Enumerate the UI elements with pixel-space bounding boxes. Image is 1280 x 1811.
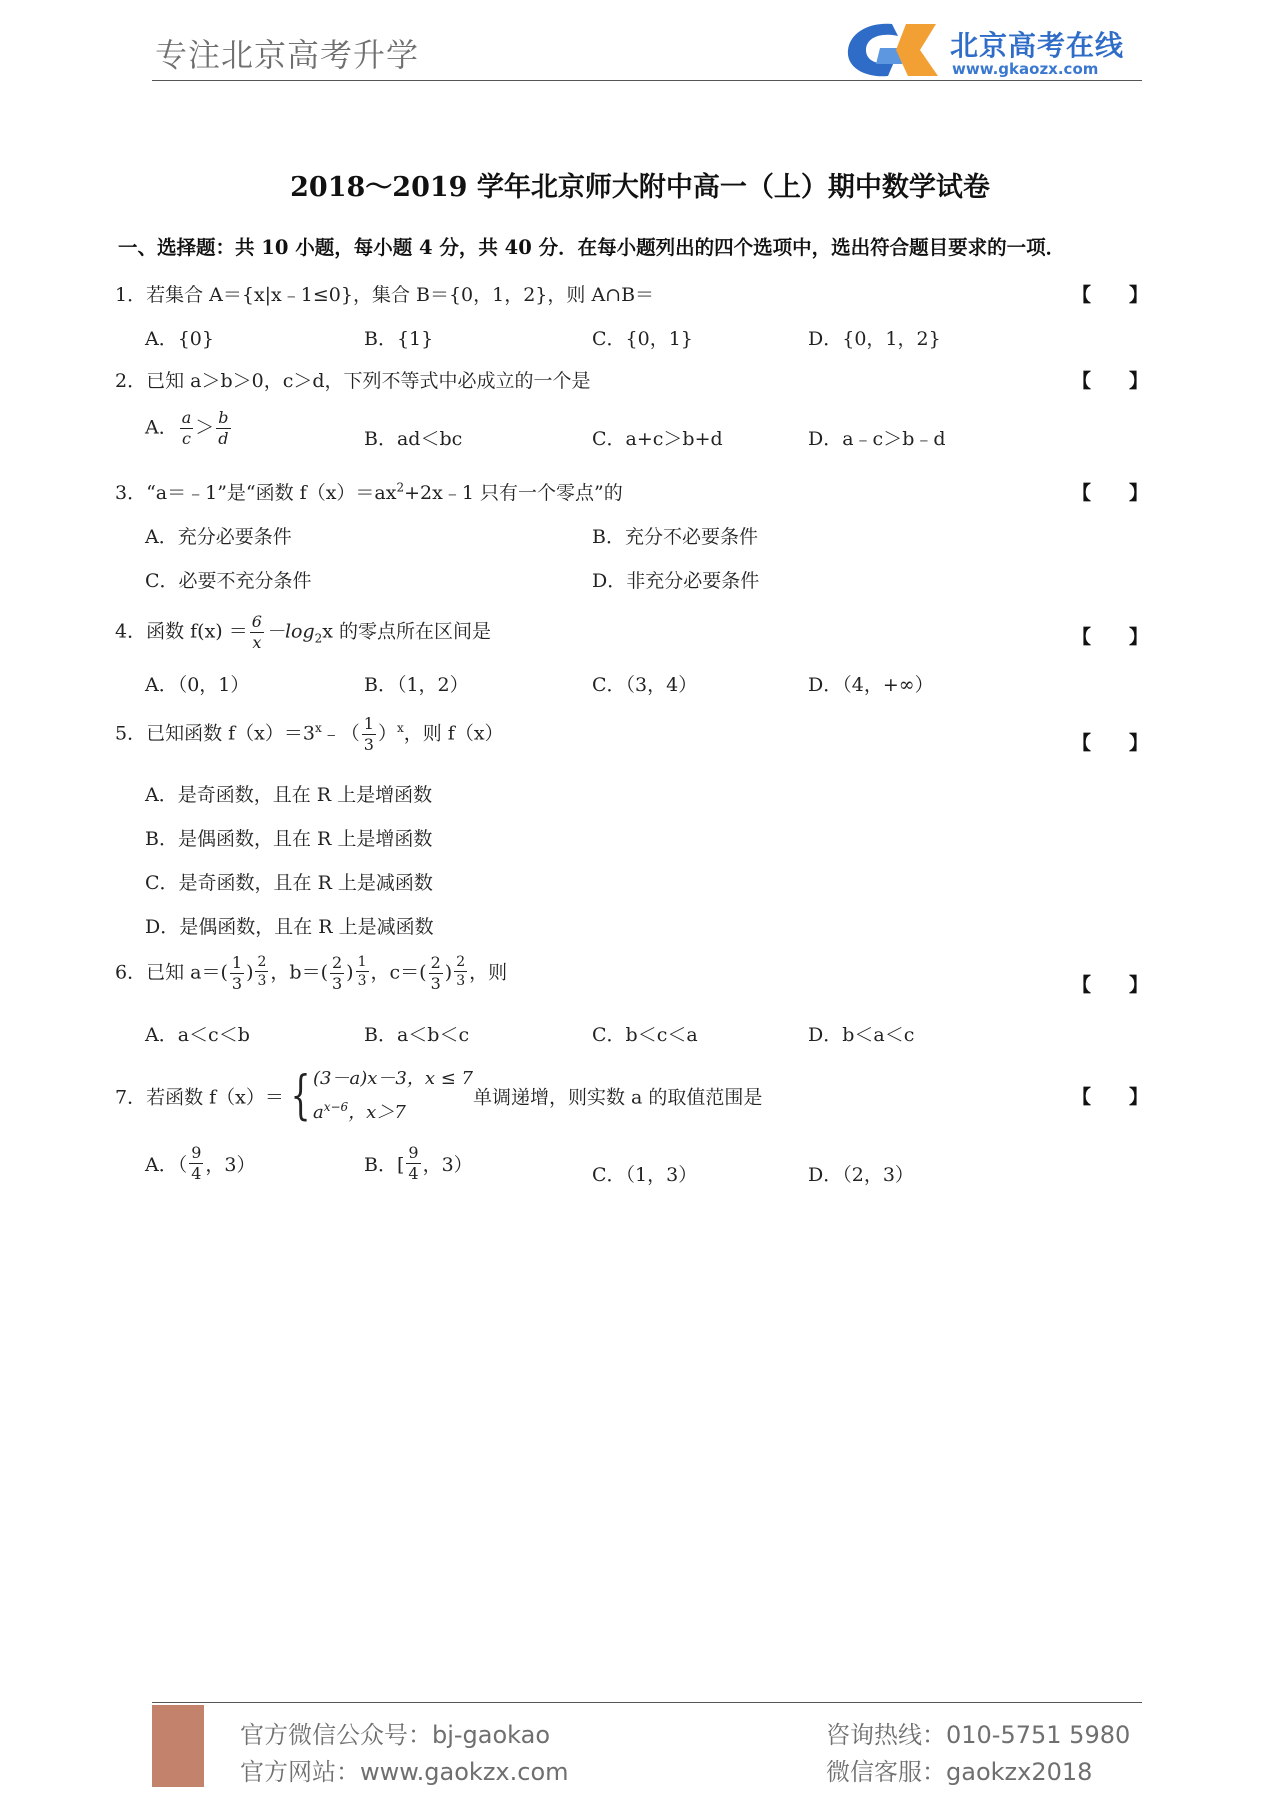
answer-bracket: 【 】: [1072, 626, 1149, 648]
q3-option-c: C．必要不充分条件: [145, 570, 312, 592]
q5-stem-pre: 5．已知函数 f（x）＝3: [115, 722, 315, 745]
q7-option-d: D．（2，3）: [808, 1164, 914, 1186]
q6-option-a: A．a＜c＜b: [145, 1024, 250, 1046]
numerator: 1: [363, 714, 374, 733]
exponent: x: [314, 721, 322, 736]
q5-stem-post: ，则 f（x）: [403, 722, 504, 745]
q1-option-d: D．{0，1，2}: [808, 328, 941, 350]
exponent: x: [396, 721, 404, 736]
question-3-stem: [115, 478, 623, 505]
answer-bracket: 【 】: [1072, 482, 1149, 504]
q4-stem-pre: 4．函数 f(x) ＝: [115, 620, 248, 643]
footer-website[interactable]: 官方网站：www.gaokzx.com: [240, 1758, 569, 1786]
q4-option-a: A．（0，1）: [145, 674, 250, 696]
question-4-stem: [115, 614, 491, 651]
denominator: 3: [357, 973, 367, 989]
q6-option-b: B．a＜b＜c: [364, 1024, 470, 1046]
question-1-stem: 1．若集合 A＝{x|x﹣1≤0}，集合 B＝{0，1，2}，则 A∩B＝: [115, 284, 655, 306]
exponent: x−6: [323, 1100, 349, 1114]
q3-option-a: A．充分必要条件: [145, 526, 292, 548]
q6-b-pre: ，b＝(: [270, 961, 328, 984]
numerator: 2: [430, 953, 441, 972]
q6-option-d: D．b＜a＜c: [808, 1024, 915, 1046]
fraction: [429, 955, 443, 992]
numerator: 2: [331, 953, 343, 972]
denominator: 4: [408, 1164, 419, 1183]
q1-option-c: C．{0，1}: [592, 328, 693, 350]
exponent-fraction: [255, 955, 268, 988]
exponent: 2: [396, 480, 405, 495]
q3-option-d: D．非充分必要条件: [592, 570, 760, 592]
q2-option-b: B．ad＜bc: [364, 428, 463, 450]
denominator: 3: [363, 735, 374, 754]
header-slogan: 专注北京高考升学: [155, 36, 420, 74]
q7-option-c: C．（1，3）: [592, 1164, 698, 1186]
denominator: 3: [257, 973, 267, 989]
denominator: d: [218, 429, 229, 448]
footer-color-block: [152, 1705, 204, 1787]
question-7-stem: [115, 1065, 762, 1127]
q7-option-a: [145, 1145, 256, 1182]
option-prefix: A．（: [145, 1154, 188, 1176]
fraction: [230, 955, 244, 992]
numerator: 1: [231, 953, 243, 972]
q6-c-pre: ，c＝(: [370, 961, 427, 984]
denominator: 3: [430, 974, 441, 993]
q7-stem-post: 单调递增，则实数 a 的取值范围是: [472, 1086, 763, 1109]
option-prefix: B．[: [364, 1154, 405, 1176]
q4-log: －log: [265, 620, 315, 643]
q4-option-c: C．（3，4）: [592, 674, 698, 696]
answer-bracket: 【 】: [1072, 284, 1149, 306]
q2-option-d: D．a﹣c＞b﹣d: [808, 428, 946, 450]
question-2-stem: 2．已知 a＞b＞0，c＞d，下列不等式中必成立的一个是: [115, 370, 591, 392]
q4-option-d: D．（4，+∞）: [808, 674, 934, 696]
q3-option-b: B．充分不必要条件: [592, 526, 758, 548]
case-1: (3－a)x－3，x ≤ 7: [312, 1068, 473, 1089]
fraction: [250, 614, 264, 651]
denominator: 3: [231, 974, 243, 993]
logo-text: 北京高考在线: [950, 29, 1125, 62]
q5-stem-mid: ﹣（: [321, 722, 360, 745]
question-6-stem: 6．已知 a＝( $\frac{1}{3}$ ) $\frac{2}{3}$ ，b＝( $\frac{2}{3}$ ) $\frac{1}{3}$ ，c＝( $\frac{2}{3}$ ) $\frac{2}{3}$ ，则: [115, 953, 508, 993]
q4-stem-tail: x 的零点所在区间是: [322, 620, 492, 643]
footer-wechat: 官方微信公众号：bj-gaokao: [240, 1721, 551, 1749]
exam-title: 2018～2019 学年北京师大附中高一（上）期中数学试卷: [290, 172, 990, 203]
fraction: [330, 955, 344, 992]
gk-logo-icon: [840, 18, 946, 82]
fraction: [406, 1145, 420, 1182]
q7-stem-pre: 7．若函数 f（x）＝: [115, 1086, 284, 1109]
numerator: 9: [191, 1143, 202, 1162]
footer-service: 微信客服：gaokzx2018: [826, 1758, 1093, 1786]
answer-bracket: 【 】: [1072, 1086, 1149, 1108]
exponent-fraction: [454, 955, 467, 988]
answer-bracket: 【 】: [1072, 370, 1149, 392]
denominator: 3: [456, 973, 466, 989]
operator: ＞: [195, 416, 215, 439]
q7-option-b: [364, 1145, 473, 1182]
question-5-stem: [115, 716, 504, 753]
denominator: c: [182, 429, 191, 448]
section-heading: 一、选择题：共 10 小题，每小题 4 分，共 40 分．在每小题列出的四个选项中，选出符合题目要求的一项．: [118, 236, 1066, 259]
answer-bracket: 【 】: [1072, 732, 1149, 754]
fraction: [216, 410, 230, 447]
q6-prefix: 6．已知 a＝(: [115, 961, 228, 984]
q1-option-b: B．{1}: [364, 328, 434, 350]
fraction: [362, 716, 376, 753]
fraction: [189, 1145, 203, 1182]
exponent-fraction: [356, 955, 369, 988]
numerator: 9: [408, 1143, 419, 1162]
footer-hotline: 咨询热线：010-5751 5980: [826, 1721, 1131, 1749]
site-logo[interactable]: [840, 18, 1150, 82]
numerator: 2: [257, 954, 267, 970]
q5-option-b: B．是偶函数，且在 R 上是增函数: [145, 828, 433, 850]
fraction: [180, 410, 194, 447]
q2-option-c: C．a+c＞b+d: [592, 428, 723, 450]
option-label: A．: [145, 416, 178, 439]
q5-option-c: C．是奇函数，且在 R 上是减函数: [145, 872, 433, 894]
answer-bracket: 【 】: [1072, 974, 1149, 996]
logo-url: www.gkaozx.com: [952, 60, 1099, 78]
q6-suffix: ，则: [469, 961, 508, 984]
case-2: [313, 1093, 473, 1127]
log-base: 2: [314, 631, 323, 646]
case-2-base: a: [312, 1102, 324, 1123]
left-brace: {: [290, 1066, 311, 1126]
piecewise-cases: [313, 1065, 473, 1127]
q3-stem-pre: 3．“a＝﹣1”是“函数 f（x）＝ax: [115, 482, 397, 504]
q4-option-b: B．（1，2）: [364, 674, 469, 696]
option-suffix: ，3）: [422, 1154, 473, 1176]
q5-option-d: D．是偶函数，且在 R 上是减函数: [145, 916, 434, 938]
header-divider: [152, 80, 1142, 81]
q1-option-a: A．{0}: [145, 328, 214, 350]
denominator: 4: [191, 1164, 202, 1183]
numerator: 2: [456, 954, 466, 970]
denominator: x: [252, 633, 262, 652]
q3-stem-post: +2x﹣1 只有一个零点”的: [404, 482, 623, 504]
footer-divider: [152, 1702, 1142, 1703]
q2-option-a: [145, 410, 233, 447]
denominator: 3: [331, 974, 343, 993]
numerator: a: [181, 408, 192, 427]
q5-stem-mid2: ）: [377, 722, 397, 745]
q5-option-a: A．是奇函数，且在 R 上是增函数: [145, 784, 433, 806]
numerator: 1: [357, 954, 367, 970]
option-suffix: ，3）: [205, 1154, 256, 1176]
q6-option-c: C．b＜c＜a: [592, 1024, 698, 1046]
numerator: 6: [251, 612, 262, 631]
case-2-rest: ，x＞7: [348, 1102, 406, 1123]
numerator: b: [218, 408, 229, 427]
